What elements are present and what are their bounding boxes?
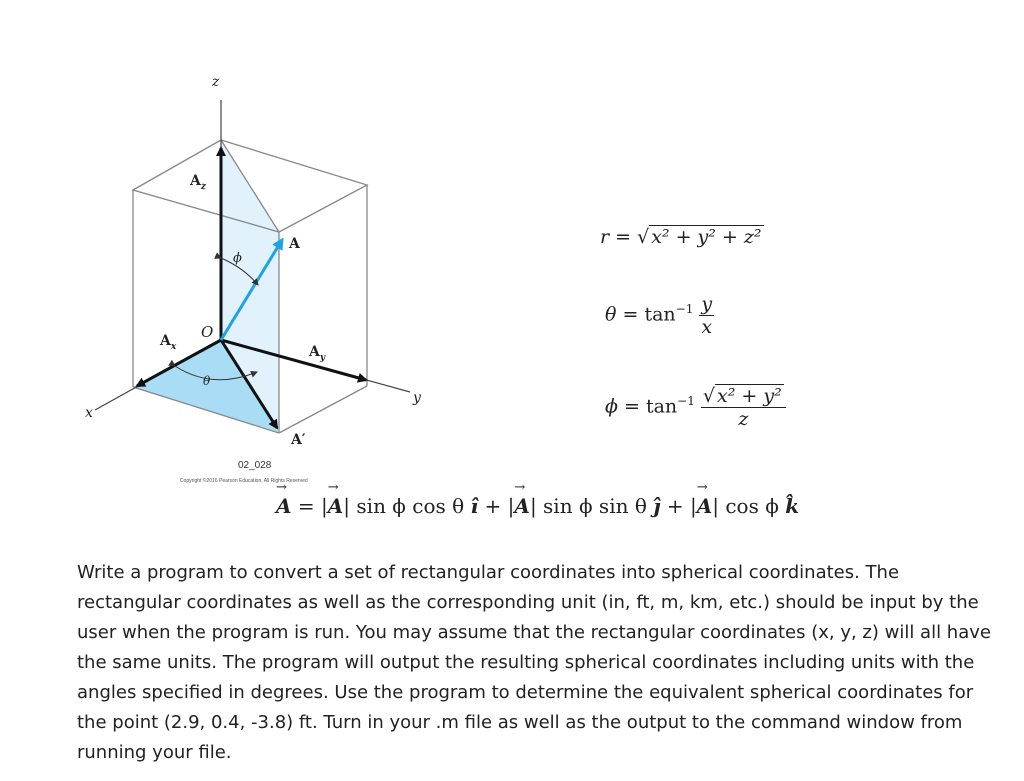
a-prime-label: A′ <box>291 432 306 448</box>
theta-equation: $\theta = \tan^{-1}$ $\frac{y}{x}$ <box>605 293 713 338</box>
x-axis-label: x <box>85 405 93 421</box>
vector-a-label: A <box>289 236 300 252</box>
problem-statement: Write a program to convert a set of rectangular coordinates into spherical coordinates. The rectangular coordinates as well as the corresponding unit (in, ft, m, km, etc.) should be input by the user when the program is run. You may assume that the rectangular coordinates (x, y, z) will all have the same units. The program will output the resulting spherical coordinates including units with the angles specified in degrees. Use the program to determine the equivalent spherical coordinates for the point (2.9, 0.4, -3.8) ft. Turn in your .m file as well as the output to the command window from running your file. <box>77 562 991 763</box>
r-equation: r = √ x² + y² + z² <box>600 226 762 248</box>
vector-component-equation: → A = |→ A| sin ϕ cos θ î + |→ A| sin ϕ sin θ ĵ + |→ A| cos ϕ k̂ <box>276 494 799 518</box>
ax-label: $A_x$ <box>160 333 177 352</box>
ay-label: $A_y$ <box>309 344 326 363</box>
y-axis-label: y <box>413 390 421 406</box>
az-label: $A_z$ <box>190 173 206 192</box>
figure-id: 02_028 <box>238 460 272 471</box>
z-axis-label: z <box>212 74 220 90</box>
copyright-line: Copyright ©2016 Pearson Education, All Rights Reserved <box>180 478 308 484</box>
origin-label: O <box>201 323 214 341</box>
phi-equation: $\phi = \tan^{-1}$ $\frac{\text{√ x² + y²}}{z}$ <box>605 385 786 430</box>
phi-label: ϕ <box>233 251 242 266</box>
theta-label: θ <box>203 374 211 388</box>
